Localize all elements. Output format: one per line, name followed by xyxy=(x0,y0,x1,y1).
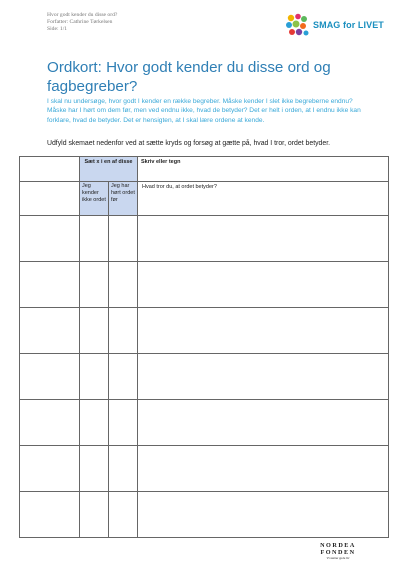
table-row xyxy=(20,216,389,262)
meaning-cell[interactable] xyxy=(138,262,389,308)
food-icons-cluster-icon xyxy=(283,12,313,40)
subheader-meaning-question: Hvad tror du, at ordet betyder? xyxy=(138,182,389,216)
word-cell[interactable] xyxy=(20,216,80,262)
word-cell[interactable] xyxy=(20,308,80,354)
heard-before-checkbox-cell[interactable] xyxy=(109,446,138,492)
word-cell[interactable] xyxy=(20,354,80,400)
nordea-fonden-wordmark: NORDEA FONDEN xyxy=(320,542,356,556)
heard-before-checkbox-cell[interactable] xyxy=(109,354,138,400)
meaning-cell[interactable] xyxy=(138,354,389,400)
table-row xyxy=(20,400,389,446)
intro-paragraph: I skal nu undersøge, hvor godt I kender en række begreber. Måske kender I slet ikke begreberne endnu? Måske har I hørt om dem før, men ved endnu ikke, hvad de betyder? Det er helt i orden, at I endnu ikke kan forklare, hvad de betyder. Det er hensigten, at I skal lære ordene at kende. xyxy=(47,98,361,124)
dont-know-checkbox-cell[interactable] xyxy=(80,262,109,308)
header-cell-word xyxy=(20,157,80,182)
subheader-heard-before: Jeg har hørt ordet før xyxy=(109,182,138,216)
meaning-cell[interactable] xyxy=(138,492,389,538)
table-subheader-row xyxy=(20,182,389,216)
meaning-cell[interactable] xyxy=(138,216,389,262)
group-header-mark-x: Sæt x i en af disse xyxy=(80,157,138,182)
header-title: Hvor godt kender du disse ord? xyxy=(47,12,118,18)
header-write-or-draw: Skriv eller tegn xyxy=(138,157,389,182)
word-cell[interactable] xyxy=(20,262,80,308)
dont-know-checkbox-cell[interactable] xyxy=(80,492,109,538)
document-header xyxy=(47,12,117,33)
meaning-cell[interactable] xyxy=(138,308,389,354)
word-cell[interactable] xyxy=(20,492,80,538)
instruction-text: Udfyld skemaet nedenfor ved at sætte kryds og forsøg at gætte på, hvad I tror, ordet betyder. xyxy=(47,140,331,147)
logo-text: SMAG for LIVET xyxy=(313,20,384,30)
dont-know-checkbox-cell[interactable] xyxy=(80,308,109,354)
dont-know-checkbox-cell[interactable] xyxy=(80,354,109,400)
meaning-cell[interactable] xyxy=(138,446,389,492)
table-row xyxy=(20,262,389,308)
subheader-dont-know: Jeg kender ikke ordet xyxy=(80,182,109,216)
table-row xyxy=(20,492,389,538)
heard-before-checkbox-cell[interactable] xyxy=(109,262,138,308)
nordea-fonden-logo xyxy=(313,542,363,560)
table-row xyxy=(20,354,389,400)
meaning-cell[interactable] xyxy=(138,400,389,446)
header-author: Forfatter: Cathrine Tørkelsen xyxy=(47,19,113,25)
nordea-fonden-tagline: Vi støtter gode liv xyxy=(326,556,350,560)
word-cell[interactable] xyxy=(20,400,80,446)
page-title: Ordkort: Hvor godt kender du disse ord og fagbegreber? xyxy=(47,59,331,95)
dont-know-checkbox-cell[interactable] xyxy=(80,446,109,492)
word-cell[interactable] xyxy=(20,446,80,492)
header-page: Side: 1/1 xyxy=(47,26,68,32)
smag-for-livet-logo xyxy=(283,12,384,40)
heard-before-checkbox-cell[interactable] xyxy=(109,216,138,262)
heard-before-checkbox-cell[interactable] xyxy=(109,492,138,538)
table-row xyxy=(20,308,389,354)
heard-before-checkbox-cell[interactable] xyxy=(109,400,138,446)
subheader-cell-word xyxy=(20,182,80,216)
word-card-table xyxy=(19,156,389,538)
dont-know-checkbox-cell[interactable] xyxy=(80,400,109,446)
heard-before-checkbox-cell[interactable] xyxy=(109,308,138,354)
table-header-row xyxy=(20,157,389,182)
dont-know-checkbox-cell[interactable] xyxy=(80,216,109,262)
table-row xyxy=(20,446,389,492)
